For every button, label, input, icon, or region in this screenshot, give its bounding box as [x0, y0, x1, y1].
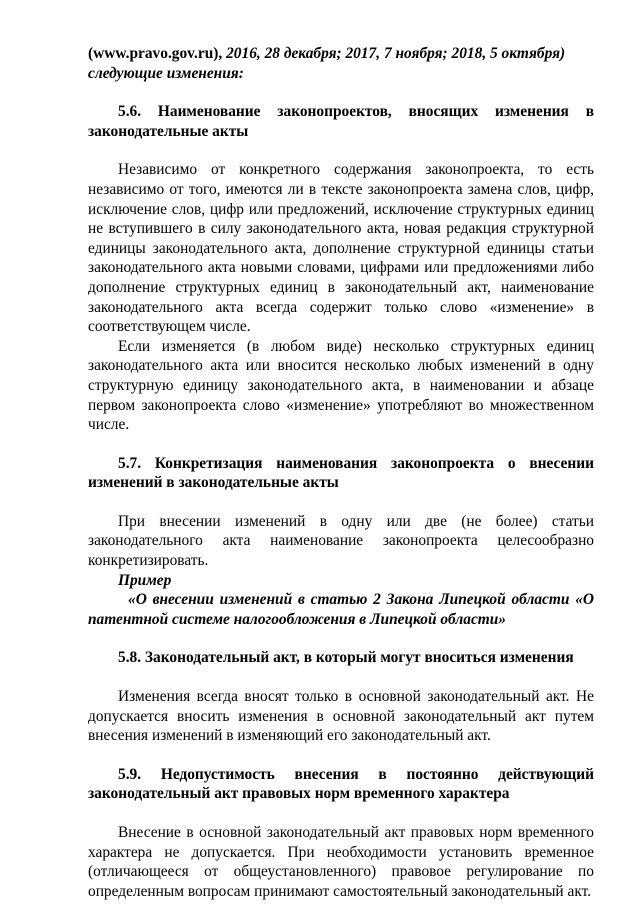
- section-5-6-paragraph-1: Независимо от конкретного содержания законопроекта, то есть независимо от того, имеются ли в тексте законопроекта замена слов, цифр, исключение слов, цифр или предложений, исключение структурных единиц не вступившего в силу законодательного акта, новая редакция структурной единицы законодательного акта, дополнение структурной единицы статьи законодательного акта новыми словами, цифрами или предложениями либо дополнение структурных единиц в законодательный акт, наименование законодательного акта всегда содержит только слово «изменение» в соответствующем числе.: [88, 161, 594, 336]
- section-5-8-paragraph-1: Изменения всегда вносят только в основной законодательный акт. Не допускается вносить изменения в основной законодательный акт путем внесения изменений в изменяющий его законодательный акт.: [88, 688, 594, 745]
- intro-dates: 2016, 28 декабря; 2017, 7 ноября; 2018, 5 октября): [226, 45, 566, 62]
- section-heading-5-7: 5.7. Конкретизация наименования законопроекта о внесении изменений в законодательные акты: [88, 454, 594, 492]
- section-5-6-paragraph-2: Если изменяется (в любом виде) несколько структурных единиц законодательного акта или вносится несколько любых изменений в одну структурную единицу законодательного акта, в наименовании и абзаце первом законопроекта слово «изменение» употребляют во множественном числе.: [88, 337, 594, 434]
- example-text: «О внесении изменений в статью 2 Закона Липецкой области «О патентной системе налогообложения в Липецкой области»: [88, 591, 594, 628]
- intro-source-link: (www.pravo.gov.ru),: [88, 45, 223, 62]
- section-5-7-paragraph-1: При внесении изменений в одну или две (не более) статьи законодательного акта наименование законопроекта целесообразно конкретизировать.: [88, 512, 594, 570]
- intro-line: [88, 44, 594, 83]
- section-heading-5-9: 5.9. Недопустимость внесения в постоянно действующий законодательный акт правовых норм временного характера: [88, 765, 594, 803]
- section-heading-5-8: 5.8. Законодательный акт, в который могут вноситься изменения: [118, 649, 574, 667]
- document-page: [88, 44, 594, 901]
- intro-tail: следующие изменения:: [88, 64, 244, 82]
- section-heading-5-6: 5.6. Наименование законопроектов, вносящих изменения в законодательные акты: [88, 103, 594, 140]
- example-label: Пример: [118, 571, 172, 589]
- section-5-9-paragraph-1: Внесение в основной законодательный акт правовых норм временного характера не допускается. При необходимости установить временное (отличающееся от общеустановленного) правовое регулирование по определенным вопросам принимают самостоятельный законодательный акт.: [88, 824, 594, 900]
